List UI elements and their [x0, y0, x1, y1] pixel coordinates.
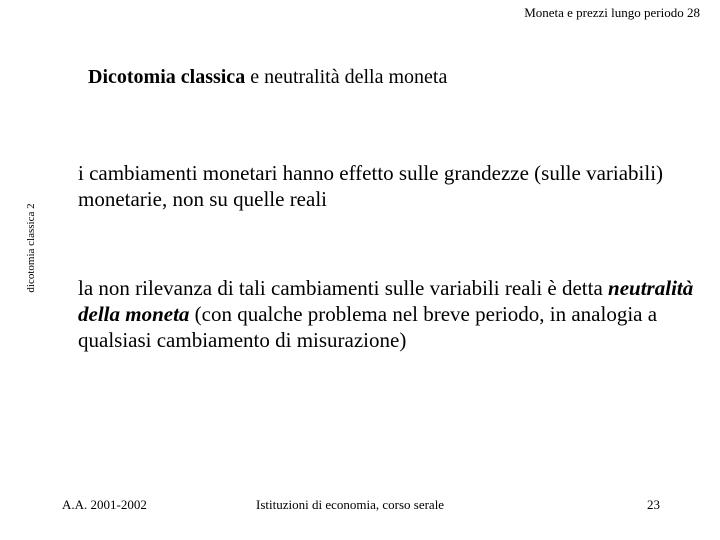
footer-page-number: 23 [647, 497, 660, 512]
paragraph-2-before: la non rilevanza di tali cambiamenti sulle variabili reali è detta [78, 276, 609, 300]
slide-header: Moneta e prezzi lungo periodo 28 [524, 5, 700, 20]
footer-course: Istituzioni di economia, corso serale [256, 497, 445, 512]
footer-academic-year: A.A. 2001-2002 [62, 497, 147, 512]
title-bold: Dicotomia classica [88, 66, 246, 88]
side-label: dicotomia classica 2 [25, 203, 37, 293]
paragraph-2-emphasis: neutralità della moneta [78, 276, 694, 326]
paragraph-2-after: (con qualche problema nel breve periodo, in analogia a qualsiasi cambiamento di misurazione) [78, 302, 658, 352]
title-rest: e neutralità della moneta [245, 66, 448, 88]
paragraph-2 [78, 275, 698, 353]
slide-title [88, 66, 447, 89]
paragraph-1: i cambiamenti monetari hanno effetto sulle grandezze (sulle variabili) monetarie, non su quelle reali [78, 161, 664, 211]
